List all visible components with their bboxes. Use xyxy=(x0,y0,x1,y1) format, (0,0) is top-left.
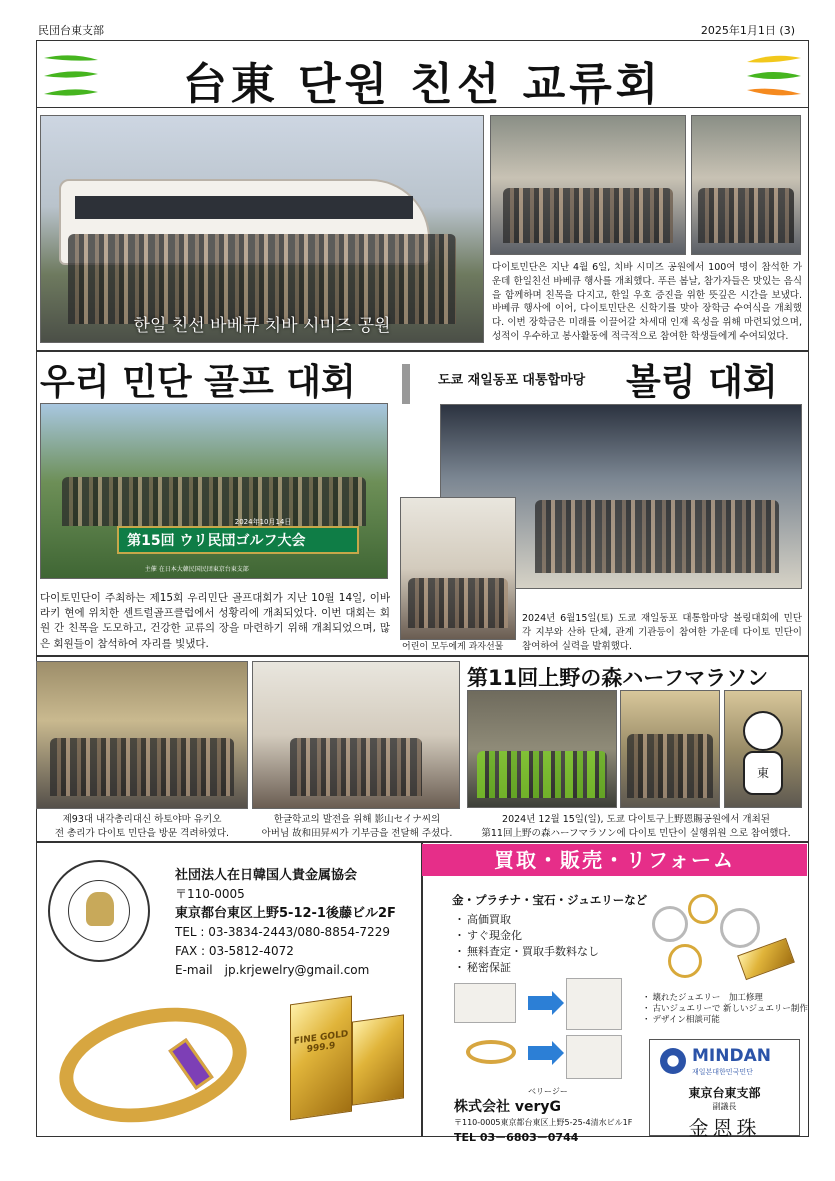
golf-banner-date: 2024年10月14日 xyxy=(234,518,292,527)
divider-bar xyxy=(402,364,410,404)
veryg-band: 買取・販売・リフォーム xyxy=(422,844,807,876)
veryg-services xyxy=(454,912,599,976)
ruby-ring-thumb xyxy=(466,1040,516,1064)
bowling-snack-photo xyxy=(400,497,516,640)
list-item: ・ 高価買取 xyxy=(454,912,599,928)
ring-icon xyxy=(668,944,702,978)
list-item: ・ デザイン相談可能 xyxy=(642,1015,808,1026)
crowd-shape xyxy=(50,738,235,796)
list-item: ・ 無料査定・買取手数料なし xyxy=(454,944,599,960)
main-title: 台東 단원 친선 교류회 xyxy=(182,59,663,110)
ring-icon xyxy=(652,906,688,942)
header-date-page: 2025年1月1日 (3) xyxy=(700,24,795,37)
golf-banner-text: 第15回 ウリ民団ゴルフ大会 xyxy=(127,532,306,549)
association-tel: TEL : 03-3834-2443/080-8854-7229 xyxy=(175,925,390,939)
crowd-shape xyxy=(698,188,793,243)
veryg-tel: TEL 03－6803－0744 xyxy=(454,1131,579,1144)
association-logo-icon xyxy=(48,860,150,962)
marathon-runners-photo xyxy=(620,690,720,808)
golf-banner xyxy=(117,526,359,554)
association-email: E-mail jp.krjewelry@gmail.com xyxy=(175,963,370,977)
title-band xyxy=(36,42,809,108)
logo-figure xyxy=(86,892,114,926)
marathon-title: 第11回上野の森ハーフマラソン xyxy=(467,666,769,690)
mindan-logo-icon xyxy=(660,1048,686,1074)
mindan-org: 東京台東支部 xyxy=(688,1086,761,1100)
veryg-headline: 金・プラチナ・宝石・ジュエリーなど xyxy=(452,893,648,907)
list-item: ・ 壊れたジュエリー 加工修理 xyxy=(642,993,808,1004)
arrow-right-icon xyxy=(528,996,552,1010)
gold-bar-icon xyxy=(352,1014,404,1105)
remade-jewelry-thumb xyxy=(566,978,622,1030)
cert-sheet-thumb xyxy=(454,983,516,1023)
marathon-caption: 2024년 12월 15일(일), 도쿄 다이토구上野恩賜공원에서 개최된 第11回上野の森ハーフマラソン에 다이토 민단이 실행위원 으로 참여했다. xyxy=(481,814,791,839)
ring-icon xyxy=(688,894,718,924)
golf-article: 다이토민단이 주최하는 제15회 우리민단 골프대회가 지난 10월 14일, 이바라키 현에 위치한 센트럴골프클럽에서 성황리에 개최되었다. 이번 대회는 회원 간 친목을 도모하고, 건강한 교류의 장을 마련하기 위해 개최되었으며, 많은 회원들이 참석하여 자리를 빛냈다. xyxy=(40,592,390,650)
hatoyama-visit-photo xyxy=(36,661,248,809)
veryg-company: 株式会社 veryG xyxy=(454,1099,562,1115)
veryg-ruby: ベリージー xyxy=(528,1087,568,1096)
mindan-person-name: 金恩珠 xyxy=(688,1116,761,1140)
bowling-title: 볼링 대회 xyxy=(626,362,778,403)
mindan-logo-sub: 재일본대한민국민단 xyxy=(692,1068,753,1076)
veryg-services-2 xyxy=(642,993,808,1026)
divider xyxy=(36,655,809,657)
veryg-address: 〒110-0005東京都台東区上野5-25-4清水ビル1F xyxy=(454,1118,633,1127)
scholarship-photo-1 xyxy=(490,115,686,255)
jewelry-pile-icon xyxy=(648,888,798,990)
divider xyxy=(421,841,423,1137)
crowd-shape xyxy=(503,188,674,243)
golf-banner-sponsor: 主催 在日本大韓民国民団東京台東支部 xyxy=(144,566,249,574)
donation-photo xyxy=(252,661,460,809)
marathon-team-photo xyxy=(467,690,617,808)
marathon-mascot-photo xyxy=(724,690,802,808)
mindan-name-card xyxy=(649,1039,800,1140)
crowd-shape xyxy=(535,500,780,573)
divider xyxy=(36,841,809,843)
crowd-shape xyxy=(290,738,422,796)
golf-title: 우리 민단 골프 대회 xyxy=(40,362,356,403)
bbq-group-photo xyxy=(40,115,484,343)
list-item: ・ すぐ現金化 xyxy=(454,928,599,944)
bowling-side-caption: 어린이 모두에게 과자선물 xyxy=(402,642,504,652)
mindan-logo-word: MINDAN xyxy=(692,1046,771,1066)
gold-bar-text: FINE GOLD 999.9 xyxy=(293,1029,349,1056)
gold-bar-icon xyxy=(290,996,352,1121)
bbq-article: 다이토민단은 지난 4월 6일, 치바 시미즈 공원에서 100여 명이 참석한 가운데 한일친선 바베큐 행사를 개최했다. 푸른 봄날, 참가자들은 맛있는 음식을 함께하며 친목을 다지고, 한일 우호 증진을 위한 뜻깊은 시간을 보냈다.바베큐 행사에 이어, 다이토민단은 신학기를 맞아 장학금 수여식을 개최했다. 이번 장학금은 미래를 이끌어갈 차세대 인재 육성을 위해 마련되었으며, 성적이 우수하고 봉사활동에 적극적으로 참여한 학생들에게 수여되었다. xyxy=(492,262,802,342)
divider xyxy=(36,350,809,352)
association-postal: 〒110-0005 xyxy=(175,887,245,901)
golf-group-photo xyxy=(40,403,388,579)
crowd-shape xyxy=(62,477,367,526)
crowd-shape xyxy=(477,751,607,797)
association-contact xyxy=(175,866,396,980)
list-item: ・ 古いジュエリーで 新しいジュエリー制作 xyxy=(642,1004,808,1015)
list-item: ・ 秘密保証 xyxy=(454,960,599,976)
crowd-shape xyxy=(627,734,713,798)
donation-caption: 한글학교의 발전을 위해 影山セイナ씨의 아버님 故和田昇씨가 기부금을 전달해 주셨다. xyxy=(261,814,453,839)
ring-icon xyxy=(720,908,760,948)
bbq-photo-caption: 한일 친선 바베큐 치바 시미즈 공원 xyxy=(133,316,391,336)
pendant-thumb xyxy=(566,1035,622,1079)
crowd-shape xyxy=(408,578,508,627)
association-address: 東京都台東区上野5-12-1後藤ビル2F xyxy=(175,906,396,921)
mascot-body: 東 xyxy=(743,751,783,795)
association-name: 社団法人在日韓国人貴金属協会 xyxy=(175,868,358,883)
association-fax: FAX : 03-5812-4072 xyxy=(175,944,294,958)
visit-caption: 제93대 내각총리대신 하토야마 유키오 전 총리가 다이토 민단을 방문 격려하였다. xyxy=(54,814,230,839)
mascot-head xyxy=(743,711,783,751)
right-leaf-icon xyxy=(743,50,803,100)
bowling-pretitle: 도쿄 재일동포 대통합마당 xyxy=(438,373,586,388)
arrow-right-icon xyxy=(528,1046,552,1060)
header-section-label: 民団台東支部 xyxy=(38,24,104,37)
scholarship-photo-2 xyxy=(691,115,801,255)
mindan-role: 副議長 xyxy=(712,1102,737,1111)
bowling-article: 2024년 6월15일(토) 도쿄 재일동포 대통합마당 볼링대회에 민단 각 지부와 산하 단체, 관계 기관등이 참여한 가운데 다이토 민단이 참여하여 실력을 발휘했다. xyxy=(522,613,802,652)
